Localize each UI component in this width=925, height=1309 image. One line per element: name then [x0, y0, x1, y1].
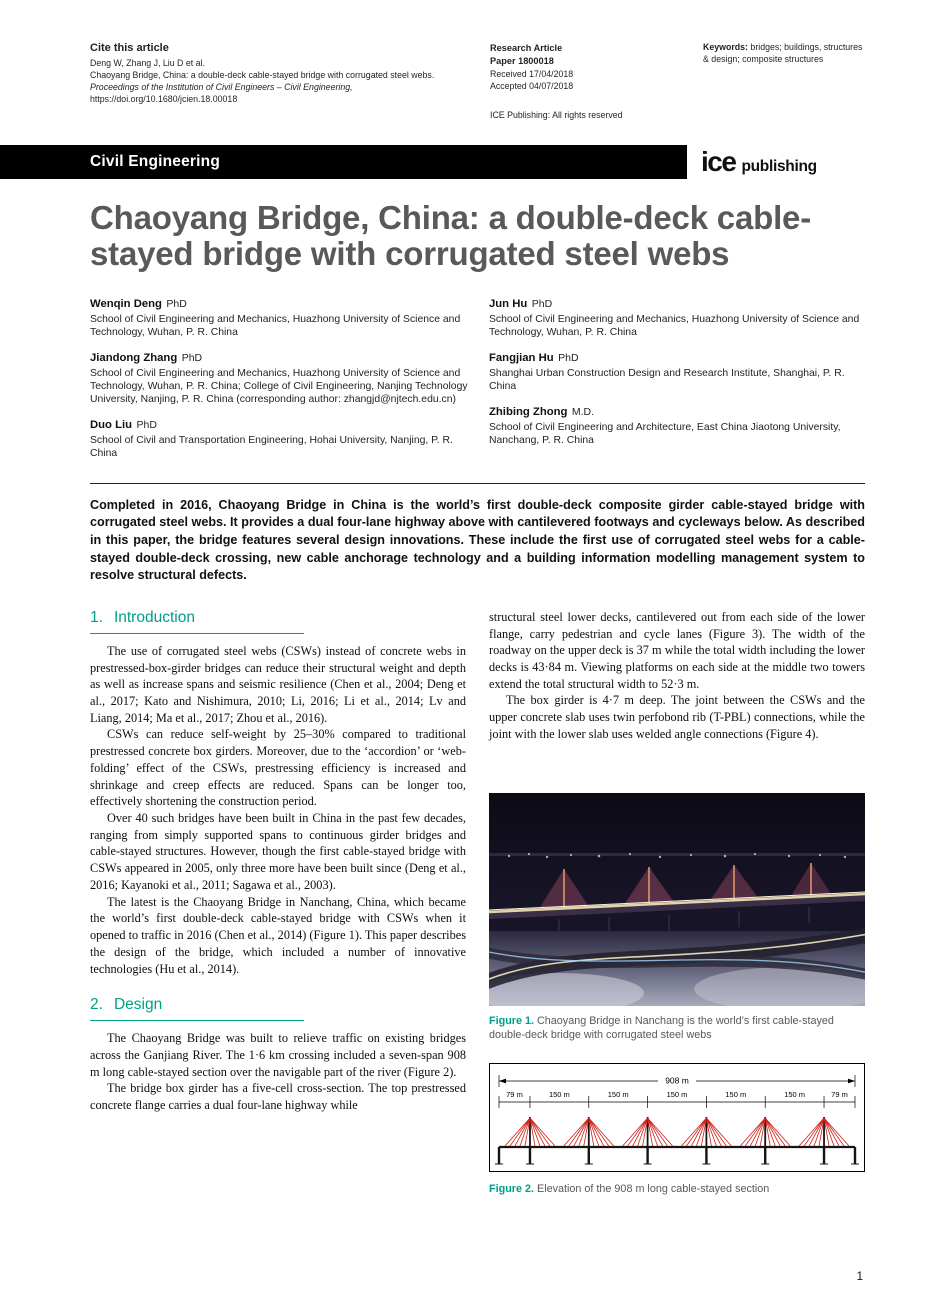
svg-text:908 m: 908 m [665, 1075, 689, 1086]
page-title: Chaoyang Bridge, China: a double-deck cable-stayed bridge with corrugated steel webs [90, 199, 811, 272]
figure1-image [489, 793, 865, 1006]
author-entry [489, 294, 865, 339]
authors-block [90, 294, 865, 469]
keywords-text: bridges; buildings, structures & design; composite structures [703, 42, 863, 64]
cite-journal: Proceedings of the Institution of Civil Engineers – Civil Engineering, [90, 81, 353, 92]
author-entry [489, 402, 865, 447]
authors-column-left [90, 294, 476, 469]
author-entry [90, 348, 476, 406]
abstract-top-rule [90, 483, 865, 484]
section-heading-design [90, 996, 466, 1014]
body-paragraph: structural steel lower decks, cantilevered out from each side of the lower flange, carry pedestrian and cycle lanes (Figure 3). The width of the roadway on the upper deck is 37 m while the total width including the lower decks is 43·84 m. Viewing platforms on each side at the middle two towers extend the total structural width to 52·3 m. [489, 609, 865, 691]
figure2-elevation-diagram [490, 1069, 864, 1171]
section-title: Introduction [113, 608, 195, 626]
body-paragraph: The latest is the Chaoyang Bridge in Nanchang, China, which became the world’s first double-deck cable-stayed bridge with CSWs when it opened to traffic in 2016 (Chen et al., 2014) (Figure 1). This paper describes the design of the bridge, which included a number of innovative technologies (Hu et al., 2014). [90, 894, 466, 976]
ice-publishing-logo [687, 145, 865, 179]
citation-block [90, 42, 490, 120]
figure2-caption-text: Elevation of the 908 m long cable-stayed section [534, 1182, 770, 1195]
body-paragraph: The use of corrugated steel webs (CSWs) instead of concrete webs in prestressed-box-girder bridges can reduce their structural weight and depth as well as increase spans and seismic resilience (Chen et al., 2004; Deng et al., 2017; Kato and Nishimura, 2010; Li, 2016; Li et al., 2014; Lv and Liang, 2014; Ma et al., 2017; Zhou et al., 2016). [90, 643, 466, 725]
abstract-text: Completed in 2016, Chaoyang Bridge in China is the world’s first double-deck composite girder cable-stayed bridge with corrugated steel webs. It provides a dual four-lane highway above with cantilevered footways and cycleways below. As described in this paper, the bridge features several design innovations. These include the first use of corrugated steel webs for a cable-stayed double-deck crossing, new cable anchorage technology and a building information modelling management system to resolve structural defects. [90, 497, 865, 583]
figure2-image [489, 1063, 865, 1172]
figure2-caption-label: Figure 2. [489, 1182, 534, 1195]
page-number: 1 [856, 1271, 863, 1283]
svg-text:150 m: 150 m [725, 1089, 747, 1099]
figure1-caption [489, 1014, 865, 1043]
svg-text:150 m: 150 m [666, 1089, 688, 1099]
author-name: Jun Hu [489, 297, 528, 310]
section-rule [90, 633, 304, 634]
author-affiliation: Shanghai Urban Construction Design and Research Institute, Shanghai, P. R. China [489, 367, 845, 392]
article-type: Research Article [490, 43, 563, 53]
author-entry [90, 294, 476, 339]
section-number: 2. [90, 996, 103, 1014]
author-degree: M.D. [571, 405, 595, 418]
journal-name: Civil Engineering [90, 153, 221, 171]
keywords-label: Keywords: [703, 42, 748, 52]
author-degree: PhD [558, 351, 579, 364]
section-rule [90, 1020, 304, 1021]
author-degree: PhD [166, 297, 187, 310]
body-paragraph: The box girder is 4·7 m deep. The joint between the CSWs and the upper concrete slab uses twin perfobond rib (T-PBL) connections, while the joint with the lower slab uses welded angle connections (Figure 4). [489, 693, 865, 741]
cite-label: Cite this article [90, 42, 169, 54]
svg-text:79 m: 79 m [506, 1089, 523, 1099]
author-degree: PhD [136, 418, 157, 431]
author-name: Jiandong Zhang [90, 351, 178, 364]
author-entry [489, 348, 865, 393]
section-heading-introduction [90, 609, 466, 627]
svg-text:79 m: 79 m [831, 1089, 848, 1099]
author-entry [90, 415, 476, 460]
author-name: Duo Liu [90, 418, 133, 431]
rights-statement: ICE Publishing: All rights reserved [490, 110, 623, 121]
journal-banner [0, 145, 865, 179]
article-info-block [490, 42, 703, 120]
article-body [90, 609, 865, 1207]
body-paragraph: The bridge box girder has a five-cell cross-section. The top prestressed concrete flange carries a dual four-lane highway while [90, 1081, 466, 1113]
svg-text:150 m: 150 m [784, 1089, 806, 1099]
cite-authors: Deng W, Zhang J, Liu D et al. [90, 58, 205, 68]
author-name: Fangjian Hu [489, 351, 554, 364]
author-affiliation: School of Civil Engineering and Architecture, East China Jiaotong University, Nanchang, P. R. China [489, 421, 841, 446]
keywords-block [703, 42, 865, 120]
author-name: Zhibing Zhong [489, 405, 568, 418]
author-degree: PhD [531, 297, 553, 310]
body-column-right [489, 609, 865, 1207]
author-affiliation: School of Civil and Transportation Engineering, Hohai University, Nanjing, P. R. China [90, 434, 453, 459]
article-header [90, 0, 865, 120]
figure2-caption [489, 1182, 865, 1197]
body-paragraph: The Chaoyang Bridge was built to relieve traffic on existing bridges across the Ganjiang River. The 1·6 km crossing included a seven-span 908 m long cable-stayed section over the navigable part of the river (Figure 2). [90, 1031, 466, 1079]
figure1-photo-art [489, 793, 865, 1006]
body-paragraph: CSWs can reduce self-weight by 25–30% compared to traditional prestressed concrete box girders. Moreover, due to the ‘accordion’ or ‘web-folding’ effect of the CSWs, prestressing efficiency is increased and shrinkage and creep effects are reduced. Spans can be longer too, effectively shortening the construction period. [90, 727, 466, 809]
cite-title: Chaoyang Bridge, China: a double-deck cable-stayed bridge with corrugated steel webs. [90, 69, 435, 80]
accepted-date: Accepted 04/07/2018 [490, 81, 574, 92]
author-affiliation: School of Civil Engineering and Mechanics, Huazhong University of Science and Technology, Wuhan, P. R. China [90, 313, 461, 338]
author-affiliation: School of Civil Engineering and Mechanics, Huazhong University of Science and Technology, Wuhan, P. R. China [489, 313, 860, 338]
svg-text:150 m: 150 m [548, 1089, 570, 1099]
body-paragraph: Over 40 such bridges have been built in China in the past few decades, ranging from simply supported spans to continuous girder bridges and cable-stayed structures. However, though the first cable-stayed bridge with CSWs appeared in 2005, only three more have been built since (Deng et al., 2016; Kayanoki et al., 2011; Sagawa et al., 2003). [90, 811, 466, 892]
authors-column-right [489, 294, 865, 469]
doi-link[interactable]: https://doi.org/10.1680/jcien.18.00018 [90, 93, 238, 104]
logo-publishing-text: publishing [741, 158, 817, 176]
logo-ice-text: ice [701, 146, 736, 178]
received-date: Received 17/04/2018 [490, 68, 574, 79]
author-name: Wenqin Deng [90, 297, 162, 310]
figure1-caption-text: Chaoyang Bridge in Nanchang is the world’s first cable-stayed double-deck bridge with corrugated steel webs [489, 1014, 834, 1042]
paper-number: Paper 1800018 [490, 55, 554, 66]
section-title: Design [113, 996, 163, 1014]
figure1-caption-label: Figure 1. [489, 1014, 534, 1027]
section-number: 1. [90, 608, 103, 626]
author-degree: PhD [181, 351, 203, 364]
body-column-left [90, 609, 466, 1207]
svg-text:150 m: 150 m [607, 1089, 629, 1099]
author-affiliation: School of Civil Engineering and Mechanics, Huazhong University of Science and Technology, Wuhan, P. R. China; College of Civil Engineering, Nanjing Technology University, Nanjing, P. R. China (corresponding author: zhangjd@njtech.edu.cn) [90, 367, 468, 405]
